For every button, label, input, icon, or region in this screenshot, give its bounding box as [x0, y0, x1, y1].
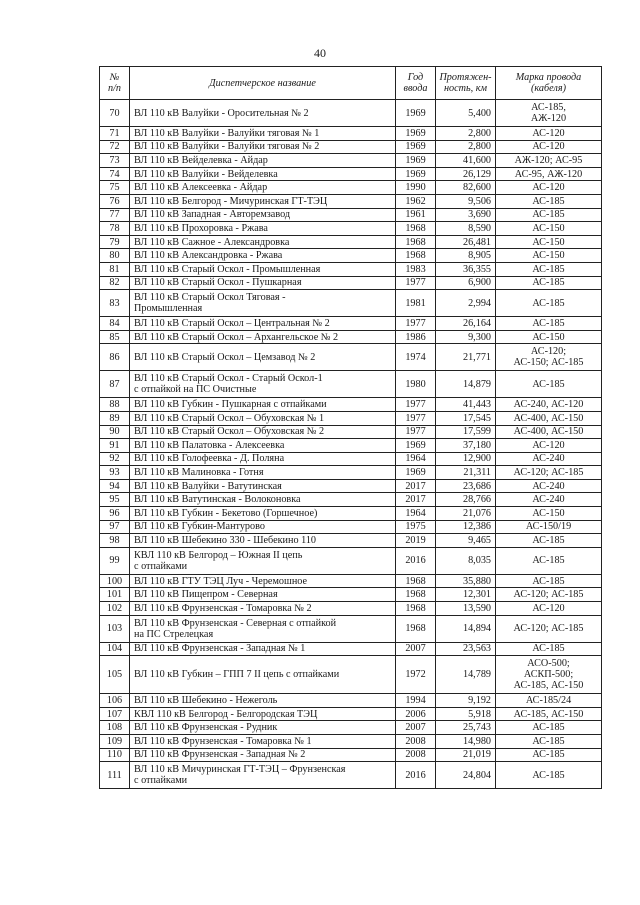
- row-mark: АС-150: [496, 330, 602, 344]
- row-mark: АС-120; АС-150; АС-185: [496, 344, 602, 371]
- row-length: 12,386: [436, 520, 496, 534]
- row-length: 24,804: [436, 762, 496, 789]
- row-name: ВЛ 110 кВ Ватутинская - Волоконовка: [130, 493, 396, 507]
- row-number: 70: [100, 100, 130, 127]
- row-length: 82,600: [436, 181, 496, 195]
- row-length: 9,192: [436, 694, 496, 708]
- table-row: [100, 100, 602, 127]
- row-number: 98: [100, 534, 130, 548]
- row-year: 1961: [396, 208, 436, 222]
- table-row: [100, 656, 602, 694]
- header-num: № п/п: [100, 67, 130, 100]
- row-length: 2,994: [436, 290, 496, 317]
- table-row: [100, 262, 602, 276]
- row-length: 35,880: [436, 574, 496, 588]
- row-number: 100: [100, 574, 130, 588]
- row-name: КВЛ 110 кВ Белгород - Белгородская ТЭЦ: [130, 707, 396, 721]
- row-length: 14,980: [436, 735, 496, 749]
- power-lines-table: [99, 66, 602, 789]
- row-name: ВЛ 110 кВ Фрунзенская - Томаровка № 2: [130, 602, 396, 616]
- row-number: 75: [100, 181, 130, 195]
- row-year: 1969: [396, 466, 436, 480]
- row-name: ВЛ 110 кВ Вейделевка - Айдар: [130, 154, 396, 168]
- row-name: ВЛ 110 кВ Фрунзенская - Северная с отпайкой на ПС Стрелецкая: [130, 615, 396, 642]
- row-year: 1977: [396, 398, 436, 412]
- row-name: ВЛ 110 кВ Западная - Авторемзавод: [130, 208, 396, 222]
- row-name: ВЛ 110 кВ Сажное - Александровка: [130, 235, 396, 249]
- row-length: 21,311: [436, 466, 496, 480]
- row-number: 71: [100, 127, 130, 141]
- row-year: 2017: [396, 493, 436, 507]
- row-name: ВЛ 110 кВ Мичуринская ГТ-ТЭЦ – Фрунзенская с отпайками: [130, 762, 396, 789]
- page-number: 40: [314, 46, 326, 60]
- row-year: 1983: [396, 262, 436, 276]
- row-number: 83: [100, 290, 130, 317]
- row-number: 94: [100, 479, 130, 493]
- row-length: 17,545: [436, 411, 496, 425]
- row-number: 91: [100, 439, 130, 453]
- row-number: 79: [100, 235, 130, 249]
- row-mark: АС-400, АС-150: [496, 425, 602, 439]
- row-number: 111: [100, 762, 130, 789]
- row-year: 2008: [396, 735, 436, 749]
- table-row: [100, 154, 602, 168]
- header-mark: Марка провода (кабеля): [496, 67, 602, 100]
- row-length: 12,301: [436, 588, 496, 602]
- row-name: ВЛ 110 кВ Старый Оскол - Пушкарная: [130, 276, 396, 290]
- table-row: [100, 748, 602, 762]
- row-mark: АС-150: [496, 507, 602, 521]
- row-year: 1969: [396, 100, 436, 127]
- row-number: 89: [100, 411, 130, 425]
- row-number: 96: [100, 507, 130, 521]
- table-row: [100, 642, 602, 656]
- row-year: 1968: [396, 602, 436, 616]
- row-year: 2008: [396, 748, 436, 762]
- row-length: 12,900: [436, 452, 496, 466]
- row-number: 97: [100, 520, 130, 534]
- table-row: [100, 127, 602, 141]
- row-name: ВЛ 110 кВ Белгород - Мичуринская ГТ-ТЭЦ: [130, 194, 396, 208]
- row-length: 26,129: [436, 167, 496, 181]
- row-year: 2017: [396, 479, 436, 493]
- row-name: ВЛ 110 кВ Старый Оскол – Архангельское № 2: [130, 330, 396, 344]
- row-length: 25,743: [436, 721, 496, 735]
- table-row: [100, 588, 602, 602]
- row-year: 1977: [396, 425, 436, 439]
- row-name: ВЛ 110 кВ Губкин-Мантурово: [130, 520, 396, 534]
- row-mark: АС-185: [496, 534, 602, 548]
- row-mark: АС-185: [496, 262, 602, 276]
- row-number: 108: [100, 721, 130, 735]
- table-row: [100, 425, 602, 439]
- row-number: 72: [100, 140, 130, 154]
- row-name: ВЛ 110 кВ Валуйки - Ватутинская: [130, 479, 396, 493]
- row-number: 74: [100, 167, 130, 181]
- table-row: [100, 547, 602, 574]
- row-year: 2019: [396, 534, 436, 548]
- table-row: [100, 615, 602, 642]
- row-year: 1968: [396, 249, 436, 263]
- row-length: 8,035: [436, 547, 496, 574]
- row-year: 1986: [396, 330, 436, 344]
- table-row: [100, 735, 602, 749]
- row-number: 82: [100, 276, 130, 290]
- row-name: ВЛ 110 кВ Губкин - Пушкарная с отпайками: [130, 398, 396, 412]
- row-mark: АС-185: [496, 194, 602, 208]
- table-row: [100, 317, 602, 331]
- row-name: ВЛ 110 кВ Старый Оскол – Цемзавод № 2: [130, 344, 396, 371]
- row-year: 1968: [396, 615, 436, 642]
- row-mark: АС-120: [496, 181, 602, 195]
- row-number: 84: [100, 317, 130, 331]
- table-row: [100, 194, 602, 208]
- row-year: 1968: [396, 222, 436, 236]
- header-length: Протяжен- ность, км: [436, 67, 496, 100]
- row-length: 41,600: [436, 154, 496, 168]
- row-mark: АС-120: [496, 439, 602, 453]
- row-length: 2,800: [436, 140, 496, 154]
- row-name: ВЛ 110 кВ Фрунзенская - Западная № 2: [130, 748, 396, 762]
- row-length: 5,400: [436, 100, 496, 127]
- row-mark: АС-120; АС-185: [496, 615, 602, 642]
- row-mark: АС-150: [496, 222, 602, 236]
- table-header-row: [100, 67, 602, 100]
- table-row: [100, 330, 602, 344]
- table-row: [100, 371, 602, 398]
- row-mark: АС-185: [496, 276, 602, 290]
- row-length: 14,789: [436, 656, 496, 694]
- row-name: ВЛ 110 кВ Губкин - Бекетово (Горшечное): [130, 507, 396, 521]
- row-year: 1981: [396, 290, 436, 317]
- row-year: 2007: [396, 721, 436, 735]
- row-mark: АС-400, АС-150: [496, 411, 602, 425]
- row-number: 107: [100, 707, 130, 721]
- row-year: 1994: [396, 694, 436, 708]
- row-year: 1972: [396, 656, 436, 694]
- table-row: [100, 534, 602, 548]
- row-length: 6,900: [436, 276, 496, 290]
- row-name: ВЛ 110 кВ Фрунзенская - Западная № 1: [130, 642, 396, 656]
- row-year: 1974: [396, 344, 436, 371]
- row-mark: АС-185: [496, 748, 602, 762]
- row-length: 21,076: [436, 507, 496, 521]
- row-mark: АС-240: [496, 479, 602, 493]
- row-name: ВЛ 110 кВ Старый Оскол – Центральная № 2: [130, 317, 396, 331]
- row-year: 1964: [396, 452, 436, 466]
- row-number: 85: [100, 330, 130, 344]
- row-name: ВЛ 110 кВ Губкин – ГПП 7 II цепь с отпайками: [130, 656, 396, 694]
- row-length: 26,481: [436, 235, 496, 249]
- row-mark: АС-185: [496, 208, 602, 222]
- row-year: 1990: [396, 181, 436, 195]
- row-mark: АС-120; АС-185: [496, 588, 602, 602]
- row-number: 99: [100, 547, 130, 574]
- row-number: 81: [100, 262, 130, 276]
- row-mark: АС-185: [496, 762, 602, 789]
- row-mark: АС-185: [496, 642, 602, 656]
- header-year: Год ввода: [396, 67, 436, 100]
- row-year: 1969: [396, 127, 436, 141]
- row-number: 101: [100, 588, 130, 602]
- row-name: ВЛ 110 кВ Старый Оскол – Обуховская № 2: [130, 425, 396, 439]
- row-mark: АС-240: [496, 493, 602, 507]
- table-row: [100, 398, 602, 412]
- table-row: [100, 479, 602, 493]
- row-number: 76: [100, 194, 130, 208]
- row-name: ВЛ 110 кВ Малиновка - Готня: [130, 466, 396, 480]
- table-row: [100, 276, 602, 290]
- row-year: 1969: [396, 439, 436, 453]
- table-row: [100, 411, 602, 425]
- row-mark: АС-150/19: [496, 520, 602, 534]
- row-length: 8,905: [436, 249, 496, 263]
- row-name: ВЛ 110 кВ Фрунзенская - Рудник: [130, 721, 396, 735]
- row-name: ВЛ 110 кВ Фрунзенская - Томаровка № 1: [130, 735, 396, 749]
- row-name: ВЛ 110 кВ Валуйки - Вейделевка: [130, 167, 396, 181]
- table-row: [100, 574, 602, 588]
- row-number: 92: [100, 452, 130, 466]
- row-mark: АС-185: [496, 574, 602, 588]
- row-number: 106: [100, 694, 130, 708]
- row-name: ВЛ 110 кВ ГТУ ТЭЦ Луч - Черемошное: [130, 574, 396, 588]
- table-row: [100, 507, 602, 521]
- table-row: [100, 181, 602, 195]
- table-row: [100, 249, 602, 263]
- row-mark: АС-150: [496, 249, 602, 263]
- row-length: 23,563: [436, 642, 496, 656]
- row-year: 1969: [396, 154, 436, 168]
- row-year: 2016: [396, 547, 436, 574]
- row-year: 1969: [396, 167, 436, 181]
- row-name: ВЛ 110 кВ Александровка - Ржава: [130, 249, 396, 263]
- table-row: [100, 140, 602, 154]
- row-name: ВЛ 110 кВ Голофеевка - Д. Поляна: [130, 452, 396, 466]
- row-year: 1980: [396, 371, 436, 398]
- row-name: ВЛ 110 кВ Валуйки - Валуйки тяговая № 2: [130, 140, 396, 154]
- row-number: 110: [100, 748, 130, 762]
- table-row: [100, 290, 602, 317]
- row-length: 28,766: [436, 493, 496, 507]
- row-name: ВЛ 110 кВ Шебекино - Нежеголь: [130, 694, 396, 708]
- row-number: 109: [100, 735, 130, 749]
- row-length: 21,019: [436, 748, 496, 762]
- table-row: [100, 466, 602, 480]
- row-length: 2,800: [436, 127, 496, 141]
- row-number: 88: [100, 398, 130, 412]
- row-mark: АС-95, АЖ-120: [496, 167, 602, 181]
- table-row: [100, 452, 602, 466]
- row-number: 90: [100, 425, 130, 439]
- row-mark: АСО-500; АСКП-500; АС-185, АС-150: [496, 656, 602, 694]
- row-year: 1968: [396, 588, 436, 602]
- row-mark: АС-185: [496, 735, 602, 749]
- row-mark: АЖ-120; АС-95: [496, 154, 602, 168]
- row-name: ВЛ 110 кВ Палатовка - Алексеевка: [130, 439, 396, 453]
- table-row: [100, 493, 602, 507]
- row-mark: АС-240: [496, 452, 602, 466]
- row-mark: АС-185, АС-150: [496, 707, 602, 721]
- row-number: 105: [100, 656, 130, 694]
- row-mark: АС-120; АС-185: [496, 466, 602, 480]
- row-length: 13,590: [436, 602, 496, 616]
- table-row: [100, 762, 602, 789]
- row-mark: АС-185: [496, 547, 602, 574]
- table-row: [100, 222, 602, 236]
- row-mark: АС-185: [496, 290, 602, 317]
- table-row: [100, 721, 602, 735]
- row-year: 1977: [396, 276, 436, 290]
- row-year: 2016: [396, 762, 436, 789]
- table-row: [100, 520, 602, 534]
- table-row: [100, 167, 602, 181]
- row-year: 1968: [396, 574, 436, 588]
- table-body: [100, 100, 602, 789]
- row-year: 1969: [396, 140, 436, 154]
- header-name: Диспетчерское название: [130, 67, 396, 100]
- row-mark: АС-185: [496, 721, 602, 735]
- row-length: 14,894: [436, 615, 496, 642]
- table-row: [100, 344, 602, 371]
- row-number: 77: [100, 208, 130, 222]
- row-mark: АС-120: [496, 602, 602, 616]
- row-length: 37,180: [436, 439, 496, 453]
- table-row: [100, 694, 602, 708]
- row-length: 41,443: [436, 398, 496, 412]
- row-name: ВЛ 110 кВ Прохоровка - Ржава: [130, 222, 396, 236]
- row-year: 1977: [396, 317, 436, 331]
- row-length: 21,771: [436, 344, 496, 371]
- row-length: 9,465: [436, 534, 496, 548]
- row-number: 95: [100, 493, 130, 507]
- row-mark: АС-185/24: [496, 694, 602, 708]
- row-length: 23,686: [436, 479, 496, 493]
- row-number: 102: [100, 602, 130, 616]
- row-mark: АС-150: [496, 235, 602, 249]
- row-mark: АС-185, АЖ-120: [496, 100, 602, 127]
- row-length: 9,506: [436, 194, 496, 208]
- row-length: 14,879: [436, 371, 496, 398]
- row-number: 87: [100, 371, 130, 398]
- row-mark: АС-185: [496, 317, 602, 331]
- row-number: 104: [100, 642, 130, 656]
- table-row: [100, 235, 602, 249]
- row-year: 2007: [396, 642, 436, 656]
- table-row: [100, 707, 602, 721]
- row-year: 1964: [396, 507, 436, 521]
- row-name: ВЛ 110 кВ Валуйки - Оросительная № 2: [130, 100, 396, 127]
- row-mark: АС-240, АС-120: [496, 398, 602, 412]
- row-length: 9,300: [436, 330, 496, 344]
- row-number: 80: [100, 249, 130, 263]
- row-number: 103: [100, 615, 130, 642]
- row-mark: АС-120: [496, 140, 602, 154]
- row-name: ВЛ 110 кВ Алексеевка - Айдар: [130, 181, 396, 195]
- row-number: 93: [100, 466, 130, 480]
- table-row: [100, 602, 602, 616]
- row-length: 8,590: [436, 222, 496, 236]
- row-year: 1968: [396, 235, 436, 249]
- row-year: 1977: [396, 411, 436, 425]
- row-year: 2006: [396, 707, 436, 721]
- row-name: ВЛ 110 кВ Валуйки - Валуйки тяговая № 1: [130, 127, 396, 141]
- row-name: ВЛ 110 кВ Старый Оскол - Старый Оскол-1 с отпайкой на ПС Очистные: [130, 371, 396, 398]
- row-length: 36,355: [436, 262, 496, 276]
- row-length: 26,164: [436, 317, 496, 331]
- row-mark: АС-120: [496, 127, 602, 141]
- row-number: 78: [100, 222, 130, 236]
- row-length: 17,599: [436, 425, 496, 439]
- row-name: ВЛ 110 кВ Старый Оскол – Обуховская № 1: [130, 411, 396, 425]
- row-name: ВЛ 110 кВ Пищепром - Северная: [130, 588, 396, 602]
- row-name: ВЛ 110 кВ Шебекино 330 - Шебекино 110: [130, 534, 396, 548]
- row-year: 1962: [396, 194, 436, 208]
- row-number: 73: [100, 154, 130, 168]
- row-name: ВЛ 110 кВ Старый Оскол Тяговая - Промышленная: [130, 290, 396, 317]
- row-mark: АС-185: [496, 371, 602, 398]
- row-year: 1975: [396, 520, 436, 534]
- row-length: 5,918: [436, 707, 496, 721]
- table-row: [100, 439, 602, 453]
- row-length: 3,690: [436, 208, 496, 222]
- table-row: [100, 208, 602, 222]
- row-name: КВЛ 110 кВ Белгород – Южная II цепь с отпайками: [130, 547, 396, 574]
- row-number: 86: [100, 344, 130, 371]
- row-name: ВЛ 110 кВ Старый Оскол - Промышленная: [130, 262, 396, 276]
